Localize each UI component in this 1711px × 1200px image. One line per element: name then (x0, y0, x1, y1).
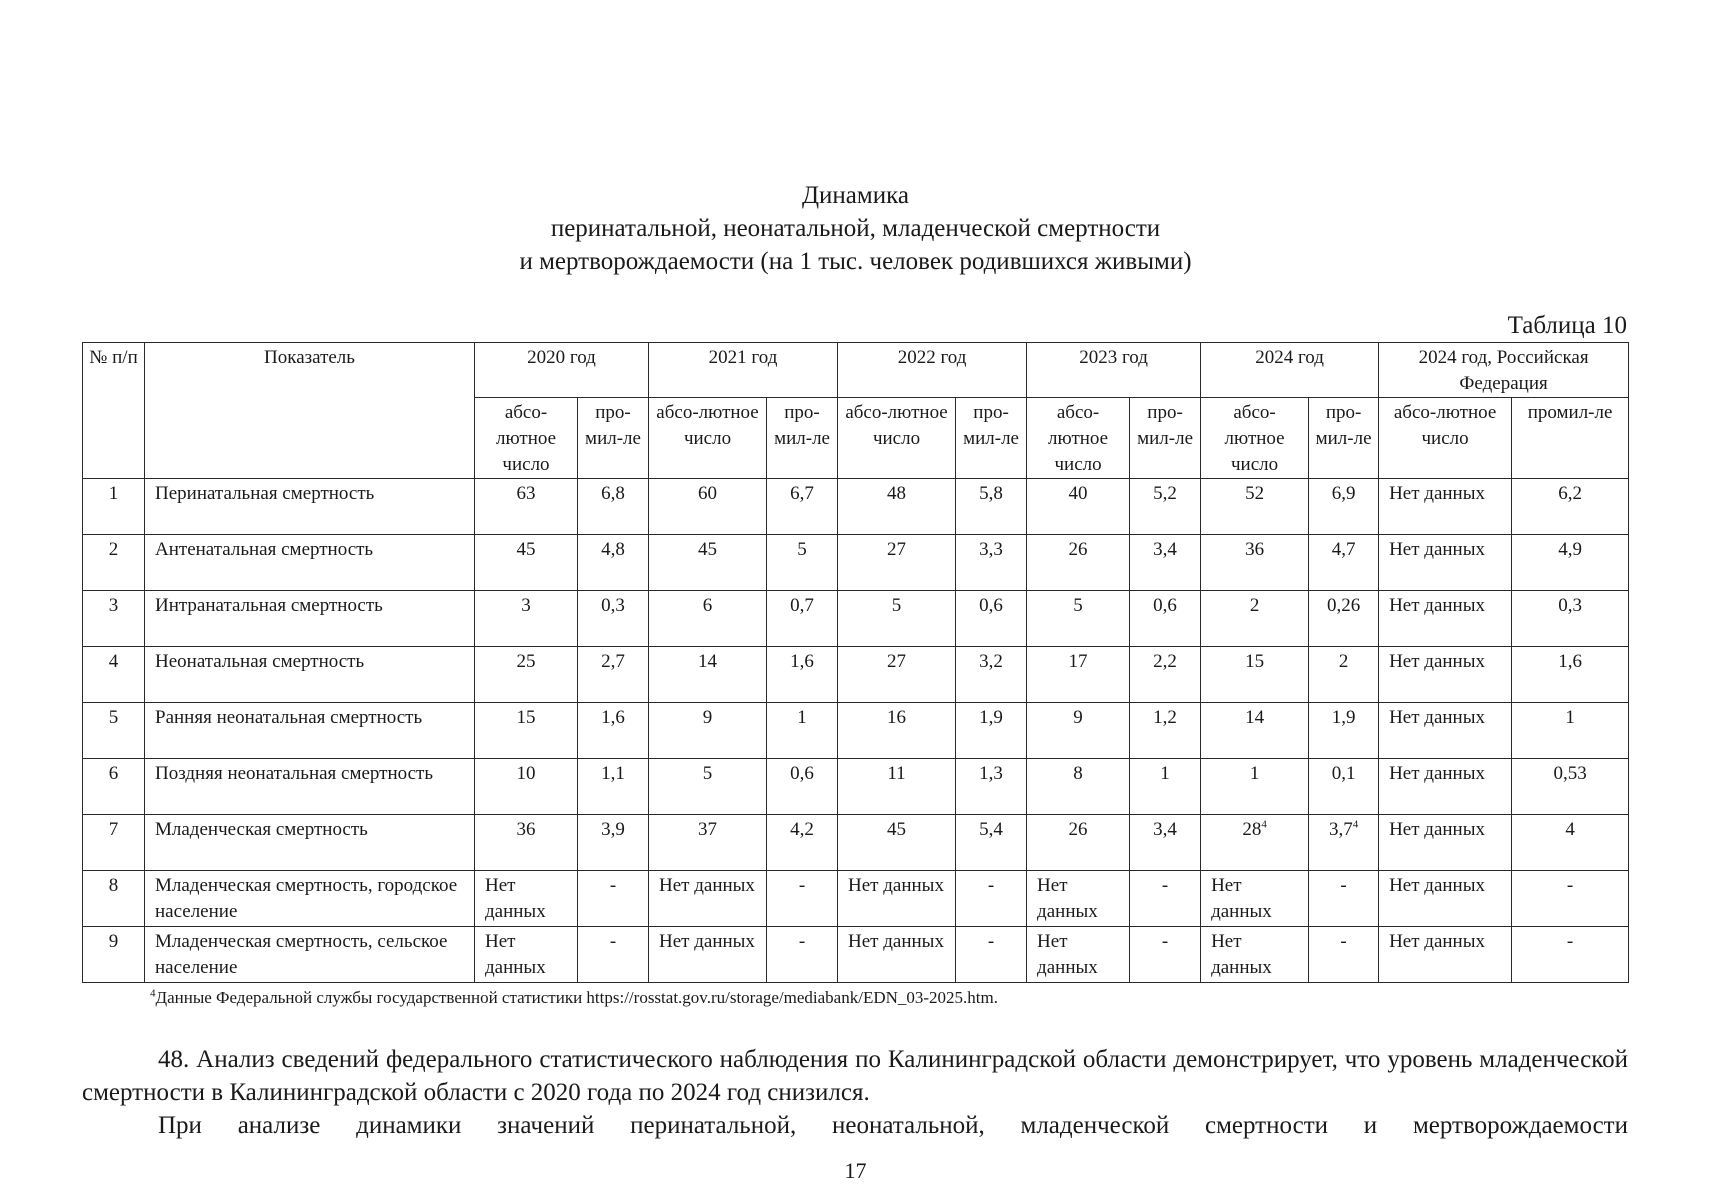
cell-value: - (1340, 931, 1347, 952)
cell-value: 60 (698, 483, 718, 504)
cell-absolute (1201, 591, 1309, 647)
subheader-promille: про-мил-ле (1130, 398, 1201, 479)
cell-value: 3,7 (1328, 819, 1353, 840)
cell-promille (1309, 535, 1379, 591)
header-year-2020: 2020 год (475, 343, 649, 398)
cell-value: 48 (887, 483, 907, 504)
row-number: 6 (83, 759, 145, 815)
cell-value: 26 (1068, 539, 1088, 560)
cell-value: 8 (1073, 763, 1083, 784)
table-row (83, 815, 1629, 871)
cell-promille (1130, 759, 1201, 815)
cell-absolute (1201, 535, 1309, 591)
cell-value: Нет данных (1389, 595, 1485, 616)
cell-value: 5,2 (1153, 483, 1177, 504)
table-title-line-2: перинатальной, неонатальной, младенческой смертности (550, 215, 1161, 242)
cell-value: 6 (702, 595, 713, 616)
cell-absolute (649, 703, 767, 759)
cell-value: 6,7 (790, 483, 814, 504)
cell-value: 10 (516, 763, 536, 784)
cell-value: 17 (1068, 651, 1088, 672)
mortality-table (82, 342, 1629, 983)
table-row (83, 703, 1629, 759)
cell-value: 6,8 (601, 483, 625, 504)
cell-value: Нет данных (1389, 707, 1485, 728)
table-number-label: Таблица 10 (1507, 312, 1627, 339)
cell-promille (1309, 647, 1379, 703)
cell-value: 4 (1565, 819, 1575, 840)
cell-absolute (1379, 759, 1512, 815)
row-number: 9 (83, 927, 145, 983)
subheader-promille: про-мил-ле (767, 398, 838, 479)
cell-absolute (838, 479, 956, 535)
cell-value: 14 (1245, 707, 1265, 728)
cell-value: 1,2 (1153, 707, 1177, 728)
cell-value: Нет данных (848, 875, 944, 896)
subheader-promille-rf: промил-ле (1512, 398, 1629, 479)
cell-value: 5 (797, 539, 807, 560)
cell-value: - (1340, 875, 1347, 896)
row-indicator-name: Младенческая смертность (145, 815, 475, 871)
cell-absolute (475, 871, 578, 927)
cell-promille (578, 647, 649, 703)
cell-value: 5 (891, 595, 902, 616)
cell-value: 16 (887, 707, 907, 728)
cell-value: Нет данных (1211, 875, 1272, 922)
cell-value: 3 (521, 595, 531, 616)
cell-absolute (1027, 591, 1130, 647)
cell-absolute (1379, 535, 1512, 591)
cell-absolute (838, 927, 956, 983)
cell-absolute (475, 703, 578, 759)
cell-value: 37 (698, 819, 718, 840)
row-number: 5 (83, 703, 145, 759)
cell-promille (956, 759, 1027, 815)
cell-absolute (1379, 647, 1512, 703)
table-row (83, 871, 1629, 927)
cell-absolute (838, 759, 956, 815)
cell-absolute (1201, 703, 1309, 759)
cell-promille (578, 591, 649, 647)
cell-value: 52 (1245, 483, 1265, 504)
subheader-abs: абсо-лютное число (838, 398, 956, 479)
cell-value: - (609, 931, 617, 952)
cell-promille (1130, 871, 1201, 927)
row-number: 2 (83, 535, 145, 591)
row-number: 3 (83, 591, 145, 647)
cell-value: Нет данных (1389, 483, 1485, 504)
cell-value: 1,9 (1331, 707, 1356, 728)
cell-value: 1,9 (979, 707, 1003, 728)
cell-value: Нет данных (485, 875, 546, 922)
cell-absolute (1201, 759, 1309, 815)
cell-promille (1130, 815, 1201, 871)
cell-value: 40 (1068, 483, 1088, 504)
cell-value: - (1161, 875, 1169, 896)
footnote-reference: 4 (1261, 818, 1267, 831)
cell-promille (1512, 927, 1629, 983)
cell-promille (767, 647, 838, 703)
footnote-marker: 4 (150, 987, 156, 1000)
cell-value: - (798, 931, 806, 952)
cell-promille (1130, 591, 1201, 647)
cell-promille (1309, 815, 1379, 871)
cell-value: 36 (1245, 539, 1265, 560)
row-indicator-name: Младенческая смертность, городское население (145, 871, 475, 927)
cell-value: 0,3 (601, 595, 625, 616)
cell-promille (578, 703, 649, 759)
cell-value: 2 (1249, 595, 1260, 616)
header-year-2024: 2024 год (1201, 343, 1379, 398)
cell-promille (578, 535, 649, 591)
cell-value: 0,6 (979, 595, 1003, 616)
table-row (83, 759, 1629, 815)
cell-value: 1 (1249, 763, 1260, 784)
cell-value: - (1566, 875, 1574, 896)
cell-promille (1512, 871, 1629, 927)
cell-value: 4,9 (1558, 539, 1582, 560)
cell-promille (1512, 759, 1629, 815)
cell-value: Нет данных (1211, 931, 1272, 978)
footnote-reference: 4 (1352, 818, 1359, 831)
cell-absolute (838, 703, 956, 759)
cell-promille (767, 591, 838, 647)
cell-value: Нет данных (659, 931, 755, 952)
cell-value: 1,6 (790, 651, 814, 672)
cell-value: 4,8 (601, 539, 625, 560)
cell-value: Нет данных (1389, 819, 1485, 840)
cell-value: Нет данных (1389, 539, 1485, 560)
cell-value: 15 (1245, 651, 1265, 672)
header-indicator: Показатель (145, 343, 475, 479)
row-number: 8 (83, 871, 145, 927)
subheader-promille: про-мил-ле (578, 398, 649, 479)
cell-absolute (1027, 647, 1130, 703)
cell-promille (767, 927, 838, 983)
cell-value: - (987, 875, 995, 896)
paragraph-analysis: При анализе динамики значений перинатальной, неонатальной, младенческой смертности и мертворождаемости (158, 1112, 1628, 1139)
cell-absolute (838, 535, 956, 591)
subheader-abs: абсо-лютное число (475, 398, 578, 479)
cell-absolute (1027, 927, 1130, 983)
cell-promille (1130, 535, 1201, 591)
cell-absolute (1027, 759, 1130, 815)
cell-promille (956, 535, 1027, 591)
cell-value: 28 (1242, 819, 1262, 840)
table-row (83, 591, 1629, 647)
cell-value: 0,1 (1331, 763, 1356, 784)
cell-value: 5 (1073, 595, 1083, 616)
footnote-text: Данные Федеральной службы государственной статистики https://rosstat.gov.ru/storage/mediabank/EDN_03-2025.htm. (155, 988, 998, 1007)
cell-promille (1130, 479, 1201, 535)
cell-promille (956, 647, 1027, 703)
subheader-promille: про-мил-ле (1309, 398, 1379, 479)
header-year-2022: 2022 год (838, 343, 1027, 398)
cell-value: 3,4 (1153, 539, 1177, 560)
cell-promille (1512, 591, 1629, 647)
cell-absolute (838, 647, 956, 703)
cell-promille (1309, 871, 1379, 927)
cell-promille (767, 759, 838, 815)
row-indicator-name: Перинатальная смертность (145, 479, 475, 535)
cell-value: 6,2 (1558, 483, 1582, 504)
cell-absolute (1379, 871, 1512, 927)
cell-value: - (609, 875, 617, 896)
page-number: 17 (844, 1158, 867, 1183)
cell-absolute (475, 535, 578, 591)
cell-value: - (1161, 931, 1169, 952)
cell-value: 2 (1338, 651, 1349, 672)
cell-value: 5 (702, 763, 713, 784)
row-indicator-name: Поздняя неонатальная смертность (145, 759, 475, 815)
header-year-2023: 2023 год (1027, 343, 1201, 398)
cell-absolute (475, 479, 578, 535)
paragraph-48: 48. Анализ сведений федерального статистического наблюдения по Калининградской области демонстрирует, что уровень младенческой смертности в Калининградской области с 2020 года по 2024 год снизился. (82, 1046, 1628, 1106)
cell-value: 45 (698, 539, 718, 560)
subheader-abs: абсо-лютное число (1027, 398, 1130, 479)
cell-absolute (1201, 479, 1309, 535)
cell-value: 45 (516, 539, 536, 560)
table-title-line-1: Динамика (802, 182, 909, 209)
cell-absolute (649, 927, 767, 983)
cell-promille (956, 479, 1027, 535)
cell-promille (1512, 815, 1629, 871)
cell-absolute (1027, 535, 1130, 591)
cell-absolute (475, 815, 578, 871)
row-indicator-name: Ранняя неонатальная смертность (145, 703, 475, 759)
cell-promille (1512, 647, 1629, 703)
cell-absolute (1379, 815, 1512, 871)
table-title-line-3: и мертворождаемости (на 1 тыс. человек родившихся живыми) (519, 248, 1192, 275)
cell-promille (1512, 703, 1629, 759)
cell-promille (1512, 535, 1629, 591)
cell-value: 5,8 (979, 483, 1003, 504)
cell-value: 3,3 (979, 539, 1003, 560)
cell-promille (1512, 479, 1629, 535)
cell-value: 11 (887, 763, 906, 784)
cell-value: 3,4 (1153, 819, 1177, 840)
cell-promille (1309, 479, 1379, 535)
cell-absolute (838, 871, 956, 927)
cell-absolute (1027, 479, 1130, 535)
cell-value: 6,9 (1331, 483, 1356, 504)
cell-promille (1309, 591, 1379, 647)
cell-absolute (1201, 647, 1309, 703)
cell-promille (578, 759, 649, 815)
cell-value: 1,3 (979, 763, 1003, 784)
subheader-abs: абсо-лютное число (1379, 398, 1512, 479)
cell-absolute (838, 815, 956, 871)
cell-absolute (649, 759, 767, 815)
cell-value: Нет данных (1389, 875, 1485, 896)
cell-value: Нет данных (659, 875, 755, 896)
cell-value: - (798, 875, 806, 896)
cell-promille (1309, 703, 1379, 759)
cell-absolute (838, 591, 956, 647)
cell-value: 4,7 (1331, 539, 1356, 560)
row-indicator-name: Антенатальная смертность (145, 535, 475, 591)
cell-value: Нет данных (848, 931, 944, 952)
cell-promille (956, 703, 1027, 759)
cell-value: 2,7 (601, 651, 625, 672)
cell-promille (767, 479, 838, 535)
cell-value: 0,7 (790, 595, 814, 616)
cell-absolute (649, 479, 767, 535)
cell-absolute (1027, 815, 1130, 871)
subheader-abs: абсо-лютное число (1201, 398, 1309, 479)
cell-value: 0,6 (1153, 595, 1177, 616)
cell-absolute (1379, 703, 1512, 759)
cell-value: 25 (516, 651, 536, 672)
cell-value: - (987, 931, 995, 952)
row-indicator-name: Младенческая смертность, сельское население (145, 927, 475, 983)
cell-promille (578, 927, 649, 983)
table-row (83, 927, 1629, 983)
cell-absolute (649, 871, 767, 927)
cell-value: - (1566, 931, 1574, 952)
cell-promille (767, 703, 838, 759)
cell-value: 0,53 (1553, 763, 1587, 784)
subheader-promille: про-мил-ле (956, 398, 1027, 479)
cell-value: Нет данных (1037, 931, 1098, 978)
cell-absolute (1027, 871, 1130, 927)
cell-value: 14 (698, 651, 718, 672)
cell-value: 0,26 (1326, 595, 1361, 616)
cell-absolute (1201, 927, 1309, 983)
cell-promille (767, 871, 838, 927)
header-year-2024-rf: 2024 год, Российская Федерация (1379, 343, 1629, 398)
cell-value: Нет данных (485, 931, 546, 978)
cell-value: 1 (797, 707, 807, 728)
cell-absolute (1379, 927, 1512, 983)
cell-promille (956, 927, 1027, 983)
cell-value: 3,2 (979, 651, 1003, 672)
cell-promille (578, 479, 649, 535)
cell-value: 2,2 (1153, 651, 1177, 672)
cell-absolute (649, 647, 767, 703)
cell-promille (1130, 647, 1201, 703)
cell-value: 4,2 (790, 819, 814, 840)
cell-value: Нет данных (1037, 875, 1098, 922)
cell-absolute (475, 759, 578, 815)
row-number: 7 (83, 815, 145, 871)
cell-promille (767, 535, 838, 591)
cell-promille (956, 871, 1027, 927)
cell-absolute (1379, 591, 1512, 647)
cell-value: 27 (887, 651, 907, 672)
cell-value: 1,1 (601, 763, 625, 784)
row-indicator-name: Интранатальная смертность (145, 591, 475, 647)
cell-value: 0,3 (1558, 595, 1582, 616)
cell-value: 1 (1160, 763, 1170, 784)
cell-absolute (1201, 815, 1309, 871)
row-number: 1 (83, 479, 145, 535)
header-year-2021: 2021 год (649, 343, 838, 398)
table-row (83, 479, 1629, 535)
cell-value: 36 (516, 819, 536, 840)
cell-absolute (475, 647, 578, 703)
row-number: 4 (83, 647, 145, 703)
cell-value: 15 (516, 707, 536, 728)
row-indicator-name: Неонатальная смертность (145, 647, 475, 703)
cell-value: 3,9 (601, 819, 625, 840)
cell-value: Нет данных (1389, 931, 1485, 952)
table-row (83, 535, 1629, 591)
cell-absolute (649, 535, 767, 591)
cell-value: 9 (1073, 707, 1083, 728)
cell-value: 0,6 (790, 763, 814, 784)
cell-absolute (1201, 871, 1309, 927)
cell-value: 45 (887, 819, 907, 840)
cell-value: 1,6 (601, 707, 625, 728)
subheader-abs: абсо-лютное число (649, 398, 767, 479)
cell-value: 1 (1565, 707, 1575, 728)
cell-promille (956, 591, 1027, 647)
table-body (83, 479, 1629, 983)
cell-value: 9 (702, 707, 713, 728)
cell-promille (1309, 927, 1379, 983)
cell-promille (1130, 927, 1201, 983)
footnote (150, 988, 998, 1008)
cell-promille (1309, 759, 1379, 815)
cell-value: Нет данных (1389, 763, 1485, 784)
cell-value: 1,6 (1558, 651, 1582, 672)
cell-absolute (475, 927, 578, 983)
cell-value: 5,4 (979, 819, 1003, 840)
cell-promille (956, 815, 1027, 871)
cell-promille (578, 871, 649, 927)
cell-promille (1130, 703, 1201, 759)
cell-absolute (649, 815, 767, 871)
cell-value: 27 (887, 539, 907, 560)
cell-value: 26 (1068, 819, 1088, 840)
cell-absolute (649, 591, 767, 647)
cell-promille (767, 815, 838, 871)
table-row (83, 647, 1629, 703)
cell-value: Нет данных (1389, 651, 1485, 672)
cell-value: 63 (516, 483, 536, 504)
cell-absolute (1027, 703, 1130, 759)
header-num: № п/п (83, 343, 145, 479)
cell-absolute (1379, 479, 1512, 535)
cell-promille (578, 815, 649, 871)
cell-absolute (475, 591, 578, 647)
